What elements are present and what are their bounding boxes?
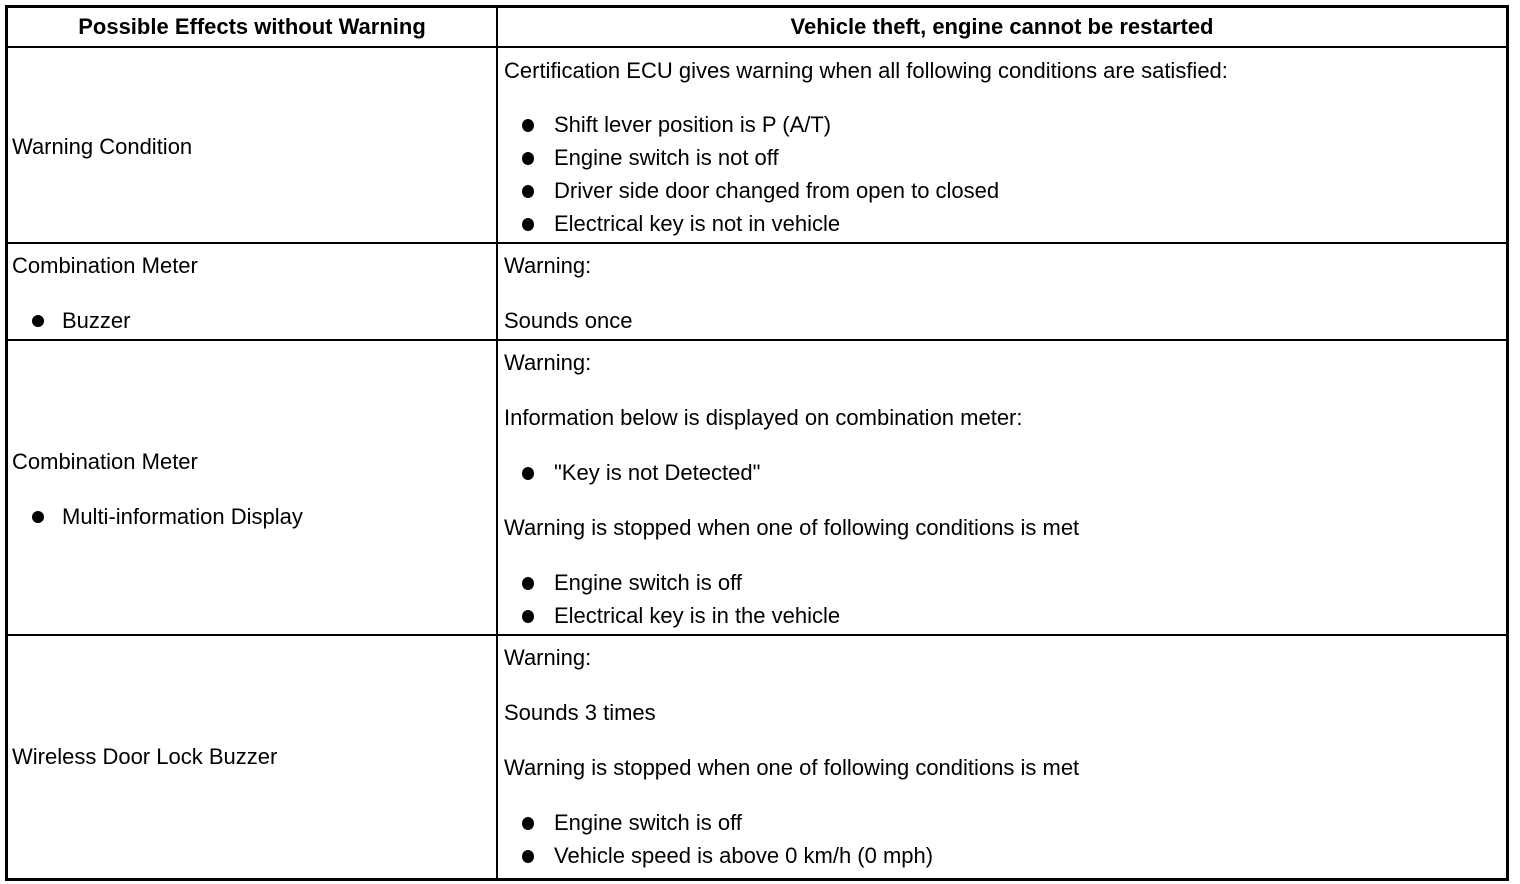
- column-divider: [496, 8, 498, 878]
- row-divider: [8, 339, 1506, 341]
- bullet-icon: [522, 152, 534, 165]
- header-col-theft: Vehicle theft, engine cannot be restarted: [790, 14, 1214, 39]
- row-label-wireless-door-lock-buzzer: Wireless Door Lock Buzzer: [12, 744, 278, 769]
- door-lock-buzzer-content: Warning: Sounds 3 times Warning is stopped when one of following conditions is met Engine switch is off Vehicle speed is above 0 km/h (0 mph): [504, 645, 1494, 876]
- bullet-icon: [32, 511, 44, 523]
- list-item: Multi-information Display: [12, 504, 492, 530]
- buzzer-content: Warning: Sounds once: [504, 253, 633, 333]
- bullet-icon: [522, 577, 534, 590]
- row-label-warning-condition: Warning Condition: [12, 134, 193, 159]
- list-item: Vehicle speed is above 0 km/h (0 mph): [504, 843, 1494, 876]
- list-item: "Key is not Detected": [504, 460, 1494, 515]
- row-divider: [8, 46, 1506, 48]
- display-content: Warning: Information below is displayed on combination meter: "Key is not Detected" Warning is stopped when one of following conditions is met Engine switch is off Electrical key is in the vehicle: [504, 350, 1494, 636]
- list-item: Engine switch is off: [504, 570, 1494, 603]
- intro-text: Certification ECU gives warning when all following conditions are satisfied:: [504, 58, 1228, 83]
- header-col-effects: Possible Effects without Warning: [78, 14, 426, 39]
- list-item: Buzzer: [12, 308, 492, 334]
- row-label-combination-meter-buzzer: Combination Meter Buzzer: [12, 253, 492, 334]
- bullet-icon: [522, 218, 534, 231]
- list-item: Electrical key is in the vehicle: [504, 603, 1494, 636]
- list-item: Engine switch is off: [504, 810, 1494, 843]
- bullet-icon: [32, 315, 44, 327]
- list-item: Electrical key is not in vehicle: [504, 211, 1494, 244]
- row-label-combination-meter-display: Combination Meter Multi-information Display: [12, 449, 492, 530]
- list-item: Engine switch is not off: [504, 145, 1494, 178]
- bullet-icon: [522, 467, 534, 480]
- bullet-icon: [522, 185, 534, 198]
- bullet-icon: [522, 850, 534, 863]
- bullet-icon: [522, 610, 534, 623]
- list-item: Driver side door changed from open to closed: [504, 178, 1494, 211]
- list-item: Shift lever position is P (A/T): [504, 112, 1494, 145]
- bullet-icon: [522, 817, 534, 830]
- bullet-icon: [522, 119, 534, 132]
- warning-condition-content: [504, 58, 1494, 244]
